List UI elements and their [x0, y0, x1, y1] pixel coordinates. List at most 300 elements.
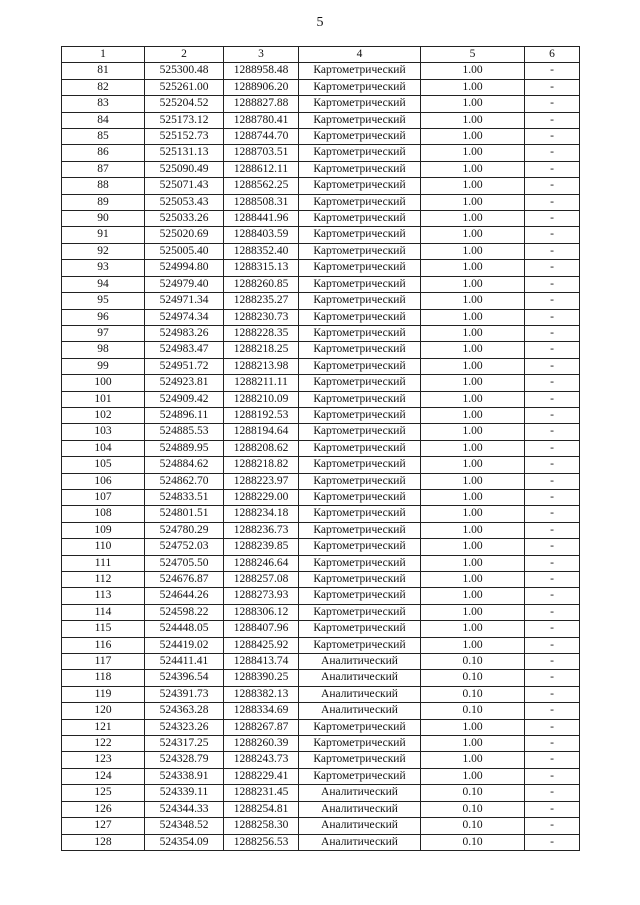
table-row — [62, 194, 580, 210]
accuracy-cell: 1.00 — [421, 719, 525, 735]
y-coordinate-cell: 1288223.97 — [224, 473, 299, 489]
table-body — [62, 63, 580, 851]
accuracy-cell: 1.00 — [421, 604, 525, 620]
x-coordinate-cell: 525204.52 — [145, 96, 224, 112]
x-coordinate-cell: 524448.05 — [145, 621, 224, 637]
y-coordinate-cell: 1288315.13 — [224, 260, 299, 276]
point-number-cell: 112 — [62, 572, 145, 588]
column-header: 2 — [145, 47, 224, 63]
method-cell: Картометрический — [299, 145, 421, 161]
y-coordinate-cell: 1288352.40 — [224, 243, 299, 259]
table-row — [62, 129, 580, 145]
y-coordinate-cell: 1288382.13 — [224, 686, 299, 702]
point-number-cell: 108 — [62, 506, 145, 522]
method-cell: Картометрический — [299, 473, 421, 489]
description-cell: - — [525, 588, 580, 604]
accuracy-cell: 1.00 — [421, 506, 525, 522]
y-coordinate-cell: 1288260.85 — [224, 276, 299, 292]
method-cell: Картометрический — [299, 243, 421, 259]
method-cell: Картометрический — [299, 489, 421, 505]
accuracy-cell: 0.10 — [421, 818, 525, 834]
table-row — [62, 719, 580, 735]
method-cell: Картометрический — [299, 79, 421, 95]
method-cell: Картометрический — [299, 194, 421, 210]
description-cell: - — [525, 670, 580, 686]
y-coordinate-cell: 1288228.35 — [224, 325, 299, 341]
accuracy-cell: 1.00 — [421, 555, 525, 571]
table-row — [62, 293, 580, 309]
y-coordinate-cell: 1288234.18 — [224, 506, 299, 522]
method-cell: Картометрический — [299, 506, 421, 522]
x-coordinate-cell: 525152.73 — [145, 129, 224, 145]
accuracy-cell: 1.00 — [421, 161, 525, 177]
method-cell: Картометрический — [299, 604, 421, 620]
y-coordinate-cell: 1288192.53 — [224, 407, 299, 423]
description-cell: - — [525, 604, 580, 620]
table-row — [62, 178, 580, 194]
description-cell: - — [525, 785, 580, 801]
x-coordinate-cell: 524909.42 — [145, 391, 224, 407]
y-coordinate-cell: 1288236.73 — [224, 522, 299, 538]
description-cell: - — [525, 834, 580, 850]
point-number-cell: 104 — [62, 440, 145, 456]
column-header: 5 — [421, 47, 525, 63]
point-number-cell: 95 — [62, 293, 145, 309]
table-row — [62, 801, 580, 817]
accuracy-cell: 1.00 — [421, 293, 525, 309]
x-coordinate-cell: 524317.25 — [145, 736, 224, 752]
method-cell: Картометрический — [299, 555, 421, 571]
description-cell: - — [525, 539, 580, 555]
x-coordinate-cell: 524974.34 — [145, 309, 224, 325]
y-coordinate-cell: 1288403.59 — [224, 227, 299, 243]
description-cell: - — [525, 719, 580, 735]
method-cell: Аналитический — [299, 785, 421, 801]
point-number-cell: 111 — [62, 555, 145, 571]
x-coordinate-cell: 524323.26 — [145, 719, 224, 735]
accuracy-cell: 1.00 — [421, 539, 525, 555]
x-coordinate-cell: 525005.40 — [145, 243, 224, 259]
accuracy-cell: 1.00 — [421, 276, 525, 292]
y-coordinate-cell: 1288744.70 — [224, 129, 299, 145]
method-cell: Картометрический — [299, 112, 421, 128]
y-coordinate-cell: 1288258.30 — [224, 818, 299, 834]
point-number-cell: 116 — [62, 637, 145, 653]
x-coordinate-cell: 524328.79 — [145, 752, 224, 768]
point-number-cell: 126 — [62, 801, 145, 817]
table-row — [62, 260, 580, 276]
accuracy-cell: 1.00 — [421, 457, 525, 473]
column-header: 4 — [299, 47, 421, 63]
y-coordinate-cell: 1288239.85 — [224, 539, 299, 555]
point-number-cell: 124 — [62, 768, 145, 784]
accuracy-cell: 1.00 — [421, 440, 525, 456]
description-cell: - — [525, 654, 580, 670]
accuracy-cell: 1.00 — [421, 129, 525, 145]
y-coordinate-cell: 1288413.74 — [224, 654, 299, 670]
table-row — [62, 489, 580, 505]
point-number-cell: 115 — [62, 621, 145, 637]
coordinates-table — [61, 46, 580, 851]
point-number-cell: 127 — [62, 818, 145, 834]
x-coordinate-cell: 524780.29 — [145, 522, 224, 538]
point-number-cell: 82 — [62, 79, 145, 95]
accuracy-cell: 0.10 — [421, 703, 525, 719]
method-cell: Аналитический — [299, 834, 421, 850]
accuracy-cell: 1.00 — [421, 588, 525, 604]
table-row — [62, 818, 580, 834]
column-header: 1 — [62, 47, 145, 63]
point-number-cell: 106 — [62, 473, 145, 489]
point-number-cell: 102 — [62, 407, 145, 423]
point-number-cell: 85 — [62, 129, 145, 145]
point-number-cell: 93 — [62, 260, 145, 276]
x-coordinate-cell: 525020.69 — [145, 227, 224, 243]
point-number-cell: 123 — [62, 752, 145, 768]
accuracy-cell: 1.00 — [421, 572, 525, 588]
point-number-cell: 125 — [62, 785, 145, 801]
table-row — [62, 358, 580, 374]
x-coordinate-cell: 524676.87 — [145, 572, 224, 588]
table-row — [62, 276, 580, 292]
table-row — [62, 539, 580, 555]
accuracy-cell: 1.00 — [421, 424, 525, 440]
method-cell: Картометрический — [299, 211, 421, 227]
accuracy-cell: 1.00 — [421, 96, 525, 112]
table-row — [62, 588, 580, 604]
table-row — [62, 670, 580, 686]
accuracy-cell: 0.10 — [421, 834, 525, 850]
description-cell: - — [525, 522, 580, 538]
method-cell: Картометрический — [299, 178, 421, 194]
y-coordinate-cell: 1288211.11 — [224, 375, 299, 391]
y-coordinate-cell: 1288213.98 — [224, 358, 299, 374]
table-row — [62, 555, 580, 571]
table-row — [62, 145, 580, 161]
method-cell: Картометрический — [299, 391, 421, 407]
accuracy-cell: 1.00 — [421, 79, 525, 95]
point-number-cell: 99 — [62, 358, 145, 374]
y-coordinate-cell: 1288218.82 — [224, 457, 299, 473]
y-coordinate-cell: 1288194.64 — [224, 424, 299, 440]
x-coordinate-cell: 524971.34 — [145, 293, 224, 309]
method-cell: Аналитический — [299, 818, 421, 834]
x-coordinate-cell: 525261.00 — [145, 79, 224, 95]
description-cell: - — [525, 572, 580, 588]
description-cell: - — [525, 752, 580, 768]
accuracy-cell: 0.10 — [421, 785, 525, 801]
x-coordinate-cell: 524344.33 — [145, 801, 224, 817]
point-number-cell: 107 — [62, 489, 145, 505]
method-cell: Аналитический — [299, 654, 421, 670]
description-cell: - — [525, 63, 580, 79]
y-coordinate-cell: 1288508.31 — [224, 194, 299, 210]
accuracy-cell: 1.00 — [421, 63, 525, 79]
y-coordinate-cell: 1288229.41 — [224, 768, 299, 784]
x-coordinate-cell: 524833.51 — [145, 489, 224, 505]
accuracy-cell: 1.00 — [421, 522, 525, 538]
accuracy-cell: 1.00 — [421, 736, 525, 752]
y-coordinate-cell: 1288780.41 — [224, 112, 299, 128]
table-row — [62, 522, 580, 538]
point-number-cell: 98 — [62, 342, 145, 358]
x-coordinate-cell: 524801.51 — [145, 506, 224, 522]
table-row — [62, 243, 580, 259]
description-cell: - — [525, 243, 580, 259]
point-number-cell: 90 — [62, 211, 145, 227]
x-coordinate-cell: 525033.26 — [145, 211, 224, 227]
description-cell: - — [525, 112, 580, 128]
method-cell: Картометрический — [299, 293, 421, 309]
method-cell: Картометрический — [299, 572, 421, 588]
method-cell: Аналитический — [299, 670, 421, 686]
y-coordinate-cell: 1288254.81 — [224, 801, 299, 817]
method-cell: Картометрический — [299, 375, 421, 391]
description-cell: - — [525, 79, 580, 95]
description-cell: - — [525, 129, 580, 145]
accuracy-cell: 0.10 — [421, 670, 525, 686]
y-coordinate-cell: 1288562.25 — [224, 178, 299, 194]
accuracy-cell: 1.00 — [421, 211, 525, 227]
x-coordinate-cell: 524983.47 — [145, 342, 224, 358]
table-row — [62, 96, 580, 112]
description-cell: - — [525, 703, 580, 719]
x-coordinate-cell: 524396.54 — [145, 670, 224, 686]
table-row — [62, 621, 580, 637]
table-row — [62, 309, 580, 325]
description-cell: - — [525, 161, 580, 177]
table-row — [62, 506, 580, 522]
y-coordinate-cell: 1288230.73 — [224, 309, 299, 325]
table-row — [62, 79, 580, 95]
method-cell: Картометрический — [299, 342, 421, 358]
y-coordinate-cell: 1288257.08 — [224, 572, 299, 588]
description-cell: - — [525, 768, 580, 784]
x-coordinate-cell: 524338.91 — [145, 768, 224, 784]
accuracy-cell: 0.10 — [421, 801, 525, 817]
x-coordinate-cell: 524896.11 — [145, 407, 224, 423]
y-coordinate-cell: 1288958.48 — [224, 63, 299, 79]
point-number-cell: 101 — [62, 391, 145, 407]
description-cell: - — [525, 194, 580, 210]
point-number-cell: 91 — [62, 227, 145, 243]
point-number-cell: 105 — [62, 457, 145, 473]
x-coordinate-cell: 524705.50 — [145, 555, 224, 571]
y-coordinate-cell: 1288246.64 — [224, 555, 299, 571]
description-cell: - — [525, 621, 580, 637]
y-coordinate-cell: 1288260.39 — [224, 736, 299, 752]
description-cell: - — [525, 375, 580, 391]
x-coordinate-cell: 524884.62 — [145, 457, 224, 473]
description-cell: - — [525, 473, 580, 489]
point-number-cell: 103 — [62, 424, 145, 440]
table-row — [62, 604, 580, 620]
x-coordinate-cell: 524923.81 — [145, 375, 224, 391]
description-cell: - — [525, 211, 580, 227]
description-cell: - — [525, 391, 580, 407]
accuracy-cell: 0.10 — [421, 654, 525, 670]
point-number-cell: 110 — [62, 539, 145, 555]
point-number-cell: 84 — [62, 112, 145, 128]
y-coordinate-cell: 1288267.87 — [224, 719, 299, 735]
column-header: 3 — [224, 47, 299, 63]
description-cell: - — [525, 145, 580, 161]
method-cell: Картометрический — [299, 260, 421, 276]
point-number-cell: 94 — [62, 276, 145, 292]
method-cell: Картометрический — [299, 276, 421, 292]
table-row — [62, 457, 580, 473]
description-cell: - — [525, 276, 580, 292]
point-number-cell: 83 — [62, 96, 145, 112]
method-cell: Картометрический — [299, 309, 421, 325]
x-coordinate-cell: 524994.80 — [145, 260, 224, 276]
method-cell: Картометрический — [299, 719, 421, 735]
x-coordinate-cell: 525131.13 — [145, 145, 224, 161]
description-cell: - — [525, 801, 580, 817]
point-number-cell: 109 — [62, 522, 145, 538]
y-coordinate-cell: 1288390.25 — [224, 670, 299, 686]
accuracy-cell: 1.00 — [421, 358, 525, 374]
table-row — [62, 703, 580, 719]
method-cell: Картометрический — [299, 96, 421, 112]
accuracy-cell: 1.00 — [421, 752, 525, 768]
method-cell: Аналитический — [299, 703, 421, 719]
method-cell: Картометрический — [299, 358, 421, 374]
description-cell: - — [525, 96, 580, 112]
accuracy-cell: 1.00 — [421, 178, 525, 194]
description-cell: - — [525, 424, 580, 440]
method-cell: Картометрический — [299, 129, 421, 145]
accuracy-cell: 0.10 — [421, 686, 525, 702]
table-row — [62, 736, 580, 752]
method-cell: Картометрический — [299, 440, 421, 456]
accuracy-cell: 1.00 — [421, 309, 525, 325]
x-coordinate-cell: 524752.03 — [145, 539, 224, 555]
accuracy-cell: 1.00 — [421, 768, 525, 784]
table-row — [62, 834, 580, 850]
y-coordinate-cell: 1288407.96 — [224, 621, 299, 637]
method-cell: Картометрический — [299, 736, 421, 752]
table-row — [62, 473, 580, 489]
point-number-cell: 86 — [62, 145, 145, 161]
y-coordinate-cell: 1288231.45 — [224, 785, 299, 801]
description-cell: - — [525, 489, 580, 505]
x-coordinate-cell: 524363.28 — [145, 703, 224, 719]
y-coordinate-cell: 1288306.12 — [224, 604, 299, 620]
accuracy-cell: 1.00 — [421, 145, 525, 161]
description-cell: - — [525, 637, 580, 653]
method-cell: Аналитический — [299, 686, 421, 702]
y-coordinate-cell: 1288906.20 — [224, 79, 299, 95]
point-number-cell: 119 — [62, 686, 145, 702]
point-number-cell: 117 — [62, 654, 145, 670]
y-coordinate-cell: 1288218.25 — [224, 342, 299, 358]
x-coordinate-cell: 525071.43 — [145, 178, 224, 194]
y-coordinate-cell: 1288334.69 — [224, 703, 299, 719]
accuracy-cell: 1.00 — [421, 391, 525, 407]
x-coordinate-cell: 524348.52 — [145, 818, 224, 834]
table-row — [62, 342, 580, 358]
description-cell: - — [525, 686, 580, 702]
x-coordinate-cell: 524979.40 — [145, 276, 224, 292]
point-number-cell: 87 — [62, 161, 145, 177]
x-coordinate-cell: 525300.48 — [145, 63, 224, 79]
description-cell: - — [525, 818, 580, 834]
y-coordinate-cell: 1288208.62 — [224, 440, 299, 456]
y-coordinate-cell: 1288229.00 — [224, 489, 299, 505]
x-coordinate-cell: 525173.12 — [145, 112, 224, 128]
table-row — [62, 161, 580, 177]
accuracy-cell: 1.00 — [421, 194, 525, 210]
point-number-cell: 88 — [62, 178, 145, 194]
point-number-cell: 114 — [62, 604, 145, 620]
description-cell: - — [525, 342, 580, 358]
method-cell: Картометрический — [299, 227, 421, 243]
method-cell: Картометрический — [299, 424, 421, 440]
table-row — [62, 391, 580, 407]
point-number-cell: 96 — [62, 309, 145, 325]
x-coordinate-cell: 524339.11 — [145, 785, 224, 801]
table-row — [62, 112, 580, 128]
method-cell: Картометрический — [299, 637, 421, 653]
accuracy-cell: 1.00 — [421, 243, 525, 259]
table-header-row — [62, 47, 580, 63]
accuracy-cell: 1.00 — [421, 260, 525, 276]
point-number-cell: 89 — [62, 194, 145, 210]
point-number-cell: 100 — [62, 375, 145, 391]
x-coordinate-cell: 524419.02 — [145, 637, 224, 653]
y-coordinate-cell: 1288425.92 — [224, 637, 299, 653]
x-coordinate-cell: 524411.41 — [145, 654, 224, 670]
point-number-cell: 92 — [62, 243, 145, 259]
accuracy-cell: 1.00 — [421, 112, 525, 128]
y-coordinate-cell: 1288235.27 — [224, 293, 299, 309]
x-coordinate-cell: 524951.72 — [145, 358, 224, 374]
table-row — [62, 768, 580, 784]
y-coordinate-cell: 1288827.88 — [224, 96, 299, 112]
method-cell: Картометрический — [299, 768, 421, 784]
y-coordinate-cell: 1288273.93 — [224, 588, 299, 604]
method-cell: Картометрический — [299, 522, 421, 538]
table-row — [62, 637, 580, 653]
method-cell: Картометрический — [299, 63, 421, 79]
table-row — [62, 325, 580, 341]
accuracy-cell: 1.00 — [421, 621, 525, 637]
description-cell: - — [525, 178, 580, 194]
description-cell: - — [525, 506, 580, 522]
y-coordinate-cell: 1288703.51 — [224, 145, 299, 161]
accuracy-cell: 1.00 — [421, 342, 525, 358]
method-cell: Аналитический — [299, 801, 421, 817]
column-header: 6 — [525, 47, 580, 63]
y-coordinate-cell: 1288210.09 — [224, 391, 299, 407]
description-cell: - — [525, 227, 580, 243]
point-number-cell: 97 — [62, 325, 145, 341]
point-number-cell: 120 — [62, 703, 145, 719]
table-row — [62, 424, 580, 440]
table-row — [62, 375, 580, 391]
method-cell: Картометрический — [299, 752, 421, 768]
x-coordinate-cell: 524862.70 — [145, 473, 224, 489]
method-cell: Картометрический — [299, 161, 421, 177]
x-coordinate-cell: 524598.22 — [145, 604, 224, 620]
description-cell: - — [525, 555, 580, 571]
method-cell: Картометрический — [299, 539, 421, 555]
table-row — [62, 752, 580, 768]
x-coordinate-cell: 525090.49 — [145, 161, 224, 177]
y-coordinate-cell: 1288256.53 — [224, 834, 299, 850]
description-cell: - — [525, 457, 580, 473]
